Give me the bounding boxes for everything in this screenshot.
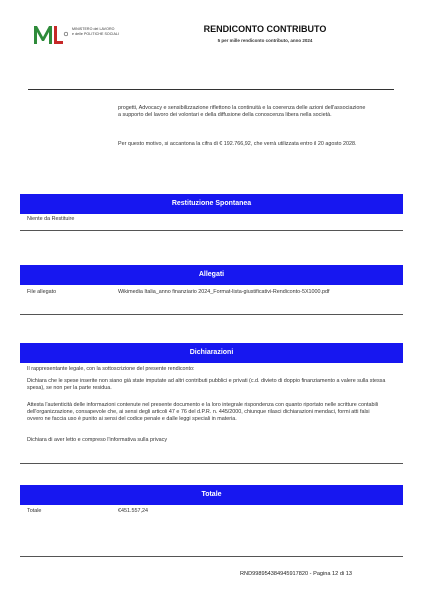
total-value: €451.557,24 [118,508,148,514]
page-footer: RND998954384945917820 - Pagina 12 di 13 [240,571,352,577]
declarations-intro: Il rappresentante legale, con la sottoscrizione del presente rendiconto: [27,366,195,372]
ministry-logo [32,22,147,46]
section-header-dichiarazioni: Dichiarazioni [20,343,403,363]
document-subtitle: 5 per mille rendiconto contributo, anno 2024 [217,38,313,43]
restituzione-text: Niente da Restituire [27,216,75,222]
attachment-label: File allegato [27,289,57,295]
attachment-file-link[interactable]: Wikimedia Italia_anno finanziario 2024_Format-lista-giustificativi-Rendiconto-5X1000.pdf [118,289,330,295]
section-header-totale: Totale [20,485,403,505]
document-title: RENDICONTO CONTRIBUTO [203,24,327,34]
section-divider [20,463,403,464]
logo-text-line-2: e delle POLITICHE SOCIALI [72,31,119,36]
logo-text [72,27,119,36]
ministry-emblem-icon [32,22,68,46]
header-divider [28,89,394,90]
declaration-item: Dichiara che le spese inserite non siano già state imputate ad altri contributi pubblici e privati (c.d. divieto di doppio finanziamento a valere sulla stessa spesa), se non per la parte residua. [27,378,386,392]
section-divider [20,230,403,231]
section-divider [20,314,403,315]
declaration-item: Dichiara di aver letto e compreso l'informativa sulla privacy [27,437,168,443]
declaration-item: Attesta l'autenticità delle informazioni contenute nel presente documento e la loro integrale rispondenza con quanto riportato nelle scritture contabili dell'organizzazione, consapevole che, ai sensi degli articoli 47 e 76 del d.P.R. n. 445/2000, chiunque rilasci dichiarazioni mendaci, formi atti falsi ovvero ne faccia uso è punito ai sensi del codice penale e dalle leggi speciali in materia. [27,402,379,423]
section-header-allegati: Allegati [20,265,403,285]
intro-paragraph-2: Per questo motivo, si accantona la cifra di € 192.766,92, che verrà utilizzata entro il 20 agosto 2028. [118,141,357,147]
logo-text-line-1: MINISTERO del LAVORO [72,27,115,31]
section-divider [20,556,403,557]
section-header-restituzione: Restituzione Spontanea [20,194,403,214]
total-label: Totale [27,508,42,514]
intro-paragraph-1: progetti, Advocacy e sensibilizzazione riflettono la continuità e la coerenza delle azioni dell'associazione a supporto del lavoro dei volontari e della diffusione della conoscenza libera nella società. [118,105,366,119]
